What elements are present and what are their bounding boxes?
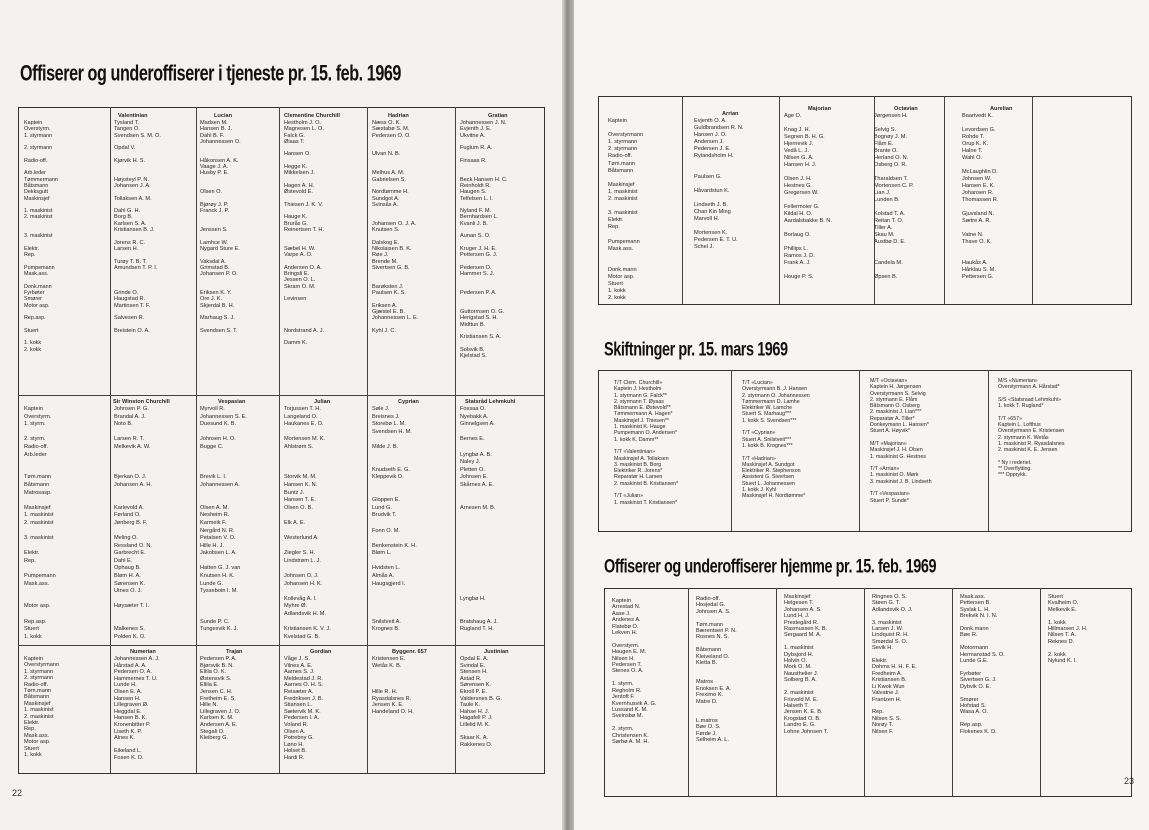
crew-list: Hestholm J. O. Magnesen L. O. Falck G. Øiaas T. Hansen O. Hegge K. Mikkelsen J. Hagen A. H. Østevold E. Thiesen J. K. V. Hauge K. Brurås G. Reinertsen T. H. Sæbel H. W. Varpe A. O. Andersen O. A. Bringsli E. Jessen O. L. Skram O. M. Levinsen Nordstrand A. J. Damm K. bbox=[284, 120, 325, 347]
home-list: Stuert Kvalheim O. Melkevik E. 1. kokk Hillmarsen J. H. Nilsen T. A. Reknes D. 2. kokk Nylund K. I. bbox=[1048, 594, 1088, 665]
crew-list: Evjenth O. A. Guldbrandsen R. N. Hansen J. O. Andersen J. Pedersen J. E. Rylandsholm H. Paulsen G. Håvardstun K. Lindseth J. B. Chan Kin Ming Marvoll H. Mortensen K. Pedersen E. T. U. Schel J. bbox=[694, 118, 744, 250]
ship-name: Byggenr. 657 bbox=[392, 649, 427, 655]
column-divider bbox=[1040, 588, 1041, 796]
crew-list: Madsen M. Hansen B. J. Dahl B. F. Johannessen O. Håkonsen A. K. Vaage J. A. Husby P. E. Olsen O. Bjørøy J. P. Franck J. P. Jenssen S. Lamhce W. Nygard Sture E. Vaksdal A. Grimstad B. Johansen P. O. Eriksen K. Y. Ore J. K. Skjerdal B. H. Marhaug S. J. Svendsen S. T. bbox=[200, 120, 241, 334]
shift-title: Skiftninger pr. 15. mars 1969 bbox=[604, 338, 788, 360]
ship-name: Statsråd Lehmkuhl bbox=[465, 399, 516, 405]
shift-list: T/T «Lucian» Overstyrmann B. J. Hansen 2. styrmann O. Johannessen Tømmermann D. Lamhe Elektriker W. Lamche Stuert S. Marhaug*** 1. kokk S. Svendsen*** T/T «Cyprian» Stuert A. Snilstveit*** 1. kokk B. Krognes*** T/T «Hadrian» Maskinsjef A. Sundgot Elektriker R. Stephenson Assistent G. Sivertsen Stuert L. Johannessen 1. kokk J. Kyhl Maskinsjef H. Nordtømme* bbox=[742, 380, 810, 500]
rank-labels: Kaptein Overstyrmann 1. styrmann 2. styrmann Radio-off. Tøm.mann Båtsmann Maskinsjef 1. maskinist 2. maskinist 3. maskinist Elektr. Rep. Pumpemann Mask.ass. Donk.mann Motor asp. Stuert 1. kokk 2. kokk bbox=[608, 118, 644, 302]
column-divider bbox=[1032, 96, 1033, 304]
column-divider bbox=[944, 96, 945, 304]
shift-list: T/T Clem. Churchill» Kaptein J. Hestholm 1. styrmann G. Falck** 2. styrmann T. Øyaas Båtsmann E. Østevold** Tømmermann A. Hagen* Maskinsjef J. Thiesen** 1. maskinist K. Hauge Pumpemann O. Andersen* 1. kokk K. Damm** T/T «Valentinian» Maskinsjef A. Tollaksen 3. maskinist B. Borg Elektriker R. Jorens* Reparatør H. Larsen 2. maskinist B. Kristiansen* T/T «Julian» 1. maskinist T. Kristiansen* bbox=[614, 380, 679, 506]
crew-list: Kristensen E. Wetås K. B. Hille R. H. Ryasdalsnes R. Jensen K. E. Handeland O. H. bbox=[372, 656, 414, 715]
column-divider bbox=[952, 588, 953, 796]
crew-list: Johannessen J. N. Evjenth J. E. Ukvitne A. Fuglum R. A. Finsaas R. Beck Hansen H. C. Reinholdt R. Haugen S. Telfelsen L. I. Nyland F. M. Bernhardsen L. Kvanli J. B. Aunan S. O. Kruger J. H. E. Pettersen G. J. Pedersen O. Hammer S. J. Pedersen P. A. Guttormsen O. G. Herigstad S. H. Midttun B. Kristiansen S. A. Solsvik B. Kjelstad S. bbox=[460, 120, 508, 359]
rank-labels: Kaptein Overstyrmann 1. styrmann 2. styrmann Radio-off. Tøm.mann Båtsmann Maskinsjef 1. maskinist 2. maskinist Elektr. Rep. Mask.ass. Motor asp. Stuert 1. kokk bbox=[24, 656, 60, 759]
crew-list: Våge J. S. Vilnes A. E. Aarnes S. J. Meldestad J. R. Aarnes O. H. S. Reisæter A. Fredriksen J. B. Stiansen L. Sætervik M. K. Pedersen I. A. Voland R. Olsen A. Potrebny G. Løno H. Holset B. Hardi R. bbox=[284, 656, 324, 761]
crew-list: Myrvoll R. Johannessen S. E. Duesund K. B. Johnsen H. O. Bugge C. Brevik L. I. Johannessen A. Olsen A. M. Nesheim R. Karmeik F. Nergård N. R. Petalsen V. O. Hille H. J. Jakobsen L. A. Hatten G. J. van Knutsen H. K. Lunde G. Tyssebotn I. M. Sunde P. C. Tungesvik K. J. bbox=[200, 406, 247, 633]
ship-name: Justinian bbox=[484, 649, 509, 655]
column-divider bbox=[688, 588, 689, 796]
rank-labels: Kaptein Overstyrm. 1. styrmann 2. styrmann Radio-off. Arb.leder Tømmermann Båtsmann Dekksgutt Maskinsjef 1. maskinist 2. maskinist 3. maskinist Elektr. Rep. Pumpemann Mask.ass. Donk.mann Fyrbøter Smører Motor asp. Rep.asp. Stuert 1. kokk 2. kokk bbox=[24, 120, 58, 353]
crew-list: Age O. Knag J. H. Segnen B. H. G. Hjernevik J. Vedå L. J. Nilsen G. A. Hansen H. J. Olsen J. H. Hestnes G. Gregersen W. Fellermoier G. Kildal H. O. Aardalsbakke B. N. Borlaug O. Phillips L. Ramos J. D. Frank A. J. Houge P. S. bbox=[784, 113, 832, 280]
column-divider bbox=[110, 107, 111, 773]
divider bbox=[18, 645, 544, 646]
ship-name: Arrian bbox=[722, 111, 739, 117]
ship-name: Octavian bbox=[894, 106, 918, 112]
shift-list: M/T «Octavian» Kaptein H. Jørgensen Overstyrmann S. Selvig 2. styrmann E. Flåm Båtsmann O. Osberg 2. maskinist J. Lian*** Reparatør A. Tiller* Donkeymann L. Hansen* Stuert A. Høyvik* M/T «Majorian» Maskinsjef J. H. Olsen 1. maskinist G. Hestnes T/T «Arrian» 1. maskinist O. Mørk 3. maskinist J. B. Lindseth T/T «Vespasian» Stuert P. Sunde* bbox=[870, 378, 932, 504]
ship-name: Cyprian bbox=[398, 399, 419, 405]
column-divider bbox=[988, 370, 989, 531]
crew-list: Johnsen P. G. Brandal A. J. Noto B. Larsen R. T. Melkevik A. W. Bjerkan O. J. Johansen A. H. Karlevold A. Førland O. Jønberg B. F. Meling O. Ressland O. N. Garbrecht E. Dahl E. Ophaug B. Bløm H. A. Sørensen K. Utnes O. J. Høysæter T. I. Malkenes S. Polden K. O. bbox=[114, 406, 152, 640]
crew-list: Torjussen T. H. Langeland O. Haukanes E. O. Mortensen M. K. Ahlstrøm S. Storvik M. M. Hansen K. N. Buntz J. Hansen T. E. Olsen O. B. Elk A. E. Westerlund A. Ziegler S. H. Lindstrøm L. J. Johnsen O. J. Johansen H. K. Kollevåg A. I. Myhre Ø. Adlandsvik H. M. Kristiansen K. V. J. Kvelstad G. B. bbox=[284, 406, 331, 640]
home-list: Radio-off. Hosjedal G. Johnsen A. S. Tøm.mann Bærentsen P. N. Rosnes N. S. Båtsmann Kleiveland O. Kletta B. Matros Enoksen E. A. Freximo K. Matre D. L.matros Bøe O. S. Førde J. Selheim A. L. bbox=[696, 596, 737, 743]
column-divider bbox=[279, 107, 280, 773]
crew-list: Tysland T. Tangen O. Svendsen S. M. O. Opdal V. Kjørvik H. S. Høysteyl P. N. Johansen J. A. Tollaksen A. M. Dahl G. H. Borg B. Karlsen S. A. Kristiansen B. J. Jorens R. C. Larsen H. Turøy T. B. T. Amundsen T. P. I. Grinde O. Haugstad R. Martinsen T. F. Salvesen R. Breistein O. A. bbox=[114, 120, 161, 334]
right-page bbox=[574, 0, 1149, 830]
home-title: Offiserer og underoffiserer hjemme pr. 15. feb. 1969 bbox=[604, 555, 937, 577]
column-divider bbox=[196, 107, 197, 773]
page-number: 22 bbox=[12, 788, 23, 798]
column-divider bbox=[776, 588, 777, 796]
crew-list: Opdal E. A. Svindal E. Stensen H. Astad R. Sørensen K. Ekroll P. E. Valdersnes B. G. Taule K. Hahse H. J. Hagafell P. J. Lillelid M. K. Skaar K. A. Rakkenes O. bbox=[460, 656, 502, 748]
ship-name: Gordian bbox=[310, 649, 332, 655]
divider bbox=[18, 395, 544, 396]
ship-name: Sir Winston Churchill bbox=[113, 399, 170, 405]
column-divider bbox=[367, 107, 368, 773]
ship-name: Trajan bbox=[226, 649, 243, 655]
ship-name: Hadrian bbox=[388, 113, 409, 119]
crew-list: Søle J. Breisnes J. Storebø L. M. Svendsen H. M. Milde J. B. Knudseth E. G. Kleppevik O. Gloppen E. Lund G. Brudvik T. Fonn O. M. Benkenstein K. H. Bløm L. Hvidsten L. Almås A. Haugsgjerd I. Snilstveit A. Krognes B. bbox=[372, 406, 417, 633]
column-divider bbox=[864, 588, 865, 796]
home-list: Mask.ass. Pettersen B. Syslak L. H. Brekvik N. I. N. Donk.mann Bøe R. Motormann Hermanstad S. O. Lunde G.E. Fyrbøter Sivertsen G. J. Dybvik O. E. Smører Hofstad S. Wasa A. O. Rep.asp. Flokenes K. D. bbox=[960, 594, 1005, 735]
home-list: Ringnes O. S. Støen G. T. Adlandsvik O. J. 3. maskinist Larsen J. W. Lindquist R. H. Smørdal S. O. Sevik H. Elektr. Dohms H. H. F. E. Fredheim A. Kristiansen B. Li Kwok Wun Valvatne J. Frantzen H. Rep. Nilsen S. S. Norøy T. Nilsen F. bbox=[872, 594, 917, 735]
crew-list: Fossaa O. Nyebakk A. Ginnelgsen A. Bernes E. Lyngbø A. B. Naley J. Pletten O. Johnsen E. Skårnes A. E. Arnesen M. B. Lyngbø H. Bratshaug A. J. Rugland T. H. bbox=[460, 406, 498, 633]
column-divider bbox=[682, 96, 683, 304]
left-page bbox=[0, 0, 562, 830]
crew-list: Pedersen P. A. Bjørsvik B. N. Ellila O. K. Østensvik S. Ellila E. Jensen C. H. Fretheim E. S. Hille N. Lillegraven J. O. Karlsen K. M. Andersen A. E. Stegali O. Kleiberg G. bbox=[200, 656, 241, 742]
home-list: Maskinsjef Helgesen T. Johansen A. S. Lund H. J. Prestegård R. Rasmussen K. B. Sergaard M. A. 1. maskinist Dybsjord H. Holvin O. Mork O. M. Nausthelier J. Solberg B. A. 2. maskinist Frisvold M. E. Halseth T. Jensen K. E. B. Krogstad O. B. Landro E. G. Lohne Johnsen T. bbox=[784, 594, 829, 735]
ship-name: Majorian bbox=[808, 106, 832, 112]
crew-list: Næss O. K. Sæstabø S. M. Pedersen O. O. Ulvan N. B. Melhus A. M. Gabrielsen S. Nordtømme H. Sundgot A. Svinsås A. Johansen O. J. A. Knutsen S. Dalskog E. Nikolaisen B. K. Røe J. Brende M. Sivertsen G. B. Barøksten J. Paulsen K. S. Eriksen A. Gjæstel E. B. Johannessen L. E. Kyhl J. C. bbox=[372, 120, 419, 334]
ships-table bbox=[598, 96, 1132, 305]
ship-name: Gratian bbox=[488, 113, 508, 119]
column-divider bbox=[779, 96, 780, 304]
book-gutter bbox=[562, 0, 574, 830]
ship-name: Aurelian bbox=[990, 106, 1013, 112]
column-divider bbox=[859, 370, 860, 531]
rank-labels: Kaptein Overstyrm. 1. styrm. 2. styrm. Radio-off. Arb.leder Tøm.mann Båtsmann Matrosasp. Maskinsjef 1. maskinist 2. maskinist 3. maskinist Elektr. Rep. Pumpemann Mask.ass. Motor asp. Rep.asp. Stuert 1. kokk bbox=[24, 406, 56, 640]
page-title-left: Offiserer og underoffiserer i tjeneste pr. 15. feb. 1969 bbox=[20, 62, 401, 87]
column-divider bbox=[455, 107, 456, 773]
crew-list: Jørgensen H. Selvig S. Bognøy J. M. Flåm E. Brante O. Herland O. N. Osberg O. R. Tharaldsen T. Mortensen C. P. Lian J. Lunden B. Kolstad T. A. Reitan T. O. Tiller A. Skau M. Austbø D. E. Candela M. Øpsen B. bbox=[874, 113, 914, 280]
ship-name: Julian bbox=[314, 399, 331, 405]
ship-name: Vespasian bbox=[218, 399, 246, 405]
crew-list: Baartvedt K. Levordsen G. Rohde T. Orup K. K. Halne T. Wahl O. McLaughlin D. Johnsen W. Hansen E. K. Johansen R. Thomassen R. Gjuvsland N. Sætre A. R. Vatne N. Thave O. K. Haukås A. Hårklau S. M. Pettersen G. bbox=[962, 113, 999, 280]
crew-list: Johannessen A. J. Hårstad A. A. Pedersen O. A. Hammernes T. U. Lunde H. Olsen E. A. Hansen H. Lillegraven Ø. Heggdal E. Hansen B. K. Kronenbitter P. Liseth K. P. Alnes K. Eikeland L. Fosen K. D. bbox=[114, 656, 160, 761]
ship-name: Valentinian bbox=[118, 113, 148, 119]
ship-name: Lucian bbox=[214, 113, 233, 119]
shift-list: M/S «Numerian» Overstyrmann A. Hårstad* S/S «Statsraad Lehmkuhl» 1. kokk T. Rugland* T/T «657» Kaptein L. Lofthus Overstyrmann E. Kristensen 2. styrmann K. Wetås 1. maskinist R. Ryasdalsnes 2. maskinist K. E. Jensen * Ny i rederiet. ** Overflytting. *** Opprykk. bbox=[998, 378, 1065, 479]
home-list: Kaptein Arrestad N. Aase J. Andenes A. Flatebø O. Lekven H. Overstyrm. Haugen E. M. Nilsen H. Pedersen T. Stenes O. A. 1. styrm. Regholm R. Jentoft F. Kvernhusvik A. G. Lussand K. M. Sveinsbø M. 2. styrm. Christensen K. Sørbø A. M. H. bbox=[612, 598, 657, 745]
ship-name: Numerian bbox=[130, 649, 156, 655]
column-divider bbox=[731, 370, 732, 531]
page-number: 23 bbox=[1124, 776, 1135, 786]
ship-name: Clementine Churchill bbox=[284, 113, 340, 119]
